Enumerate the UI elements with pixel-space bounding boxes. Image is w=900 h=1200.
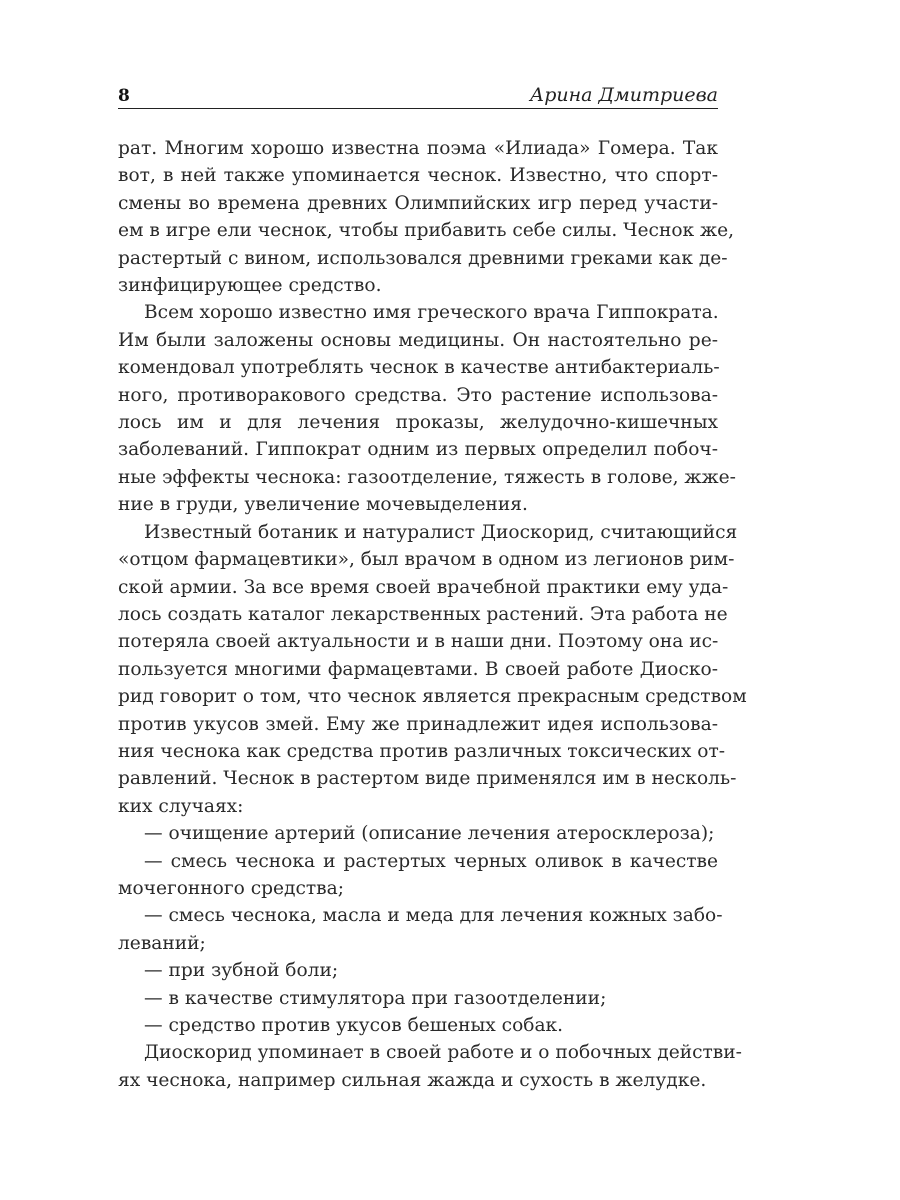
- text-line: против укусов змей. Ему же принадлежит идея использова-: [118, 713, 718, 735]
- text-line: вот, в ней также упоминается чеснок. Известно, что спорт-: [118, 165, 718, 187]
- text-line: Известный ботаник и натуралист Диоскорид, считающийся: [144, 521, 738, 543]
- text-line: ем в игре ели чеснок, чтобы прибавить себе силы. Чеснок же,: [118, 220, 735, 242]
- running-head-author: Арина Дмитриева: [529, 84, 718, 106]
- text-line: Диоскорид упоминает в своей работе и о побочных действи-: [144, 1042, 742, 1064]
- list-item: — средство против укусов бешеных собак.: [144, 1015, 564, 1036]
- text-line: ких случаях:: [118, 795, 244, 817]
- list-item: — смесь чеснока, масла и меда для лечения кожных забо-: [144, 905, 723, 927]
- text-line: ного, противоракового средства. Это растение использова-: [118, 384, 718, 406]
- text-line: потеряла своей актуальности и в наши дни. Поэтому она ис-: [118, 631, 719, 653]
- text-line: ние в груди, увеличение мочевыделения.: [118, 494, 528, 516]
- list-item-continuation: леваний;: [118, 932, 206, 954]
- text-line: лось им и для лечения проказы, желудочно-кишечных: [118, 412, 718, 434]
- text-line: рид говорит о том, что чеснок является прекрасным средством: [118, 686, 747, 708]
- body-text: [118, 135, 747, 1094]
- text-line: Всем хорошо известно имя греческого врача Гиппократа.: [144, 302, 719, 324]
- text-line: заболеваний. Гиппократ одним из первых определил побоч-: [118, 439, 718, 461]
- text-line: равлений. Чеснок в растертом виде применялся им в несколь-: [118, 768, 737, 790]
- text-line: ях чеснока, например сильная жажда и сухость в желудке.: [118, 1069, 707, 1091]
- list-item: — при зубной боли;: [144, 960, 339, 982]
- running-header: [118, 80, 718, 109]
- list-item: — смесь чеснока и растертых черных оливок в качестве: [144, 850, 718, 872]
- text-line: растертый с вином, использовался древними греками как де-: [118, 247, 728, 269]
- list-item: — в качестве стимулятора при газоотделении;: [144, 987, 607, 1009]
- text-line: ния чеснока как средства против различных токсических от-: [118, 740, 726, 762]
- page-number: 8: [118, 86, 130, 106]
- text-line: зинфицирующее средство.: [118, 275, 382, 297]
- text-line: пользуется многими фармацевтами. В своей работе Диоско-: [118, 658, 718, 680]
- list-item-continuation: мочегонного средства;: [118, 877, 345, 899]
- text-line: ные эффекты чеснока: газоотделение, тяжесть в голове, жже-: [118, 466, 736, 488]
- text-line: «отцом фармацевтики», был врачом в одном из легионов рим-: [118, 549, 735, 571]
- list-item: — очищение артерий (описание лечения атеросклероза);: [144, 823, 715, 845]
- text-line: Им были заложены основы медицины. Он настоятельно ре-: [118, 329, 718, 351]
- text-line: комендовал употреблять чеснок в качестве антибактериаль-: [118, 357, 720, 379]
- text-line: рат. Многим хорошо известна поэма «Илиада» Гомера. Так: [118, 138, 718, 159]
- text-line: ской армии. За все время своей врачебной практики ему уда-: [118, 576, 729, 598]
- text-line: смены во времена древних Олимпийских игр перед участи-: [118, 192, 718, 214]
- text-line: лось создать каталог лекарственных растений. Эта работа не: [118, 603, 728, 625]
